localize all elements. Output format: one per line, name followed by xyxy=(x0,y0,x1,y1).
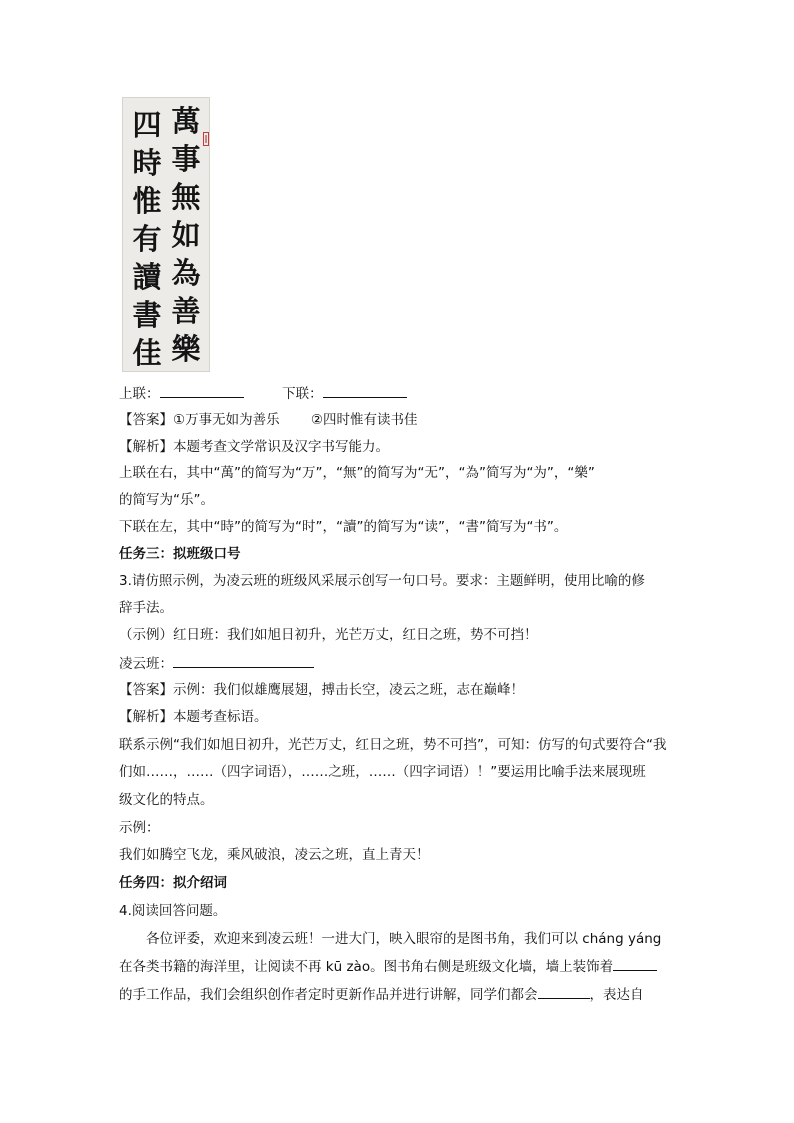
analysis-line-1: 【解析】本题考查文学常识及汉字书写能力。 xyxy=(119,439,389,455)
couplet-char: 無 xyxy=(171,180,201,214)
slogan-blank[interactable] xyxy=(173,653,314,668)
task-four-heading: 任务四：拟介绍词 xyxy=(119,875,227,891)
analysis-text: 联系示例“我们如旭日初升，光芒万丈，红日之班，势不可挡”，可知：仿写的句式要符合“我 xyxy=(119,737,667,753)
couplet-right-column xyxy=(169,102,203,368)
passage-blank[interactable] xyxy=(613,958,657,971)
passage-blank[interactable] xyxy=(538,986,590,999)
couplet-char: 如 xyxy=(171,218,201,252)
couplet-char: 四 xyxy=(132,108,162,142)
passage-text: ，表达自 xyxy=(589,987,644,1003)
couplet-char: 時 xyxy=(132,146,162,180)
upper-couplet-label: 上联： xyxy=(119,386,160,402)
upper-couplet-blank[interactable] xyxy=(160,383,244,398)
lingyun-answer-line xyxy=(119,653,314,674)
couplet-char: 萬 xyxy=(171,104,201,138)
couplet-char: 善 xyxy=(171,294,201,328)
calligraphy-couplet-image xyxy=(122,97,210,372)
question-3: 3.请仿照示例，为凌云班的班级风采展示创写一句口号。要求：主题鲜明，使用比喻的修 xyxy=(119,573,645,589)
couplet-char: 讀 xyxy=(132,260,162,294)
task-three-heading: 任务三：拟班级口号 xyxy=(119,546,241,562)
couplet-char: 樂 xyxy=(171,332,201,366)
analysis-text: 级文化的特点。 xyxy=(119,792,214,808)
passage-text: 的手工作品，我们会组织创作者定时更新作品并进行讲解，同学们都会 xyxy=(119,987,538,1003)
analysis-text: 下联在左，其中“時”的简写为“时”，“讀”的简写为“读”，“書”简写为“书”。 xyxy=(119,519,568,535)
example-label: 示例： xyxy=(119,820,160,836)
couplet-char: 惟 xyxy=(132,184,162,218)
question-4: 4.阅读回答问题。 xyxy=(119,903,227,919)
couplet-left-column xyxy=(130,106,164,372)
lingyun-label: 凌云班： xyxy=(119,656,173,672)
passage-line: 各位评委，欢迎来到凌云班！一进大门，映入眼帘的是图书角，我们可以 cháng yáng xyxy=(119,931,662,947)
couplet-answer-line xyxy=(119,383,407,404)
passage-line xyxy=(119,957,657,977)
analysis-text: 的简写为“乐”。 xyxy=(119,492,214,508)
couplet-char: 事 xyxy=(171,142,201,176)
couplet-char: 書 xyxy=(132,298,162,332)
red-seal-stamp xyxy=(203,132,209,146)
couplet-char: 為 xyxy=(171,256,201,290)
example-answer: 我们如腾空飞龙，乘风破浪，凌云之班，直上青天！ xyxy=(119,847,430,863)
lower-couplet-blank[interactable] xyxy=(323,383,407,398)
couplet-char: 有 xyxy=(132,222,162,256)
example-line: （示例）红日班：我们如旭日初升，光芒万丈，红日之班，势不可挡！ xyxy=(119,627,538,643)
analysis-text: 上联在右，其中“萬”的简写为“万”，“無”的简写为“无”，“為”简写为“为”，“樂” xyxy=(119,465,595,481)
lower-couplet-label: 下联： xyxy=(282,386,323,402)
passage-line xyxy=(119,985,644,1005)
analysis-line-3: 【解析】本题考查标语。 xyxy=(119,709,268,725)
question-3-cont: 辞手法。 xyxy=(119,600,173,616)
passage-text: 在各类书籍的海洋里，让阅读不再 kū zào。图书角右侧是班级文化墙，墙上装饰着 xyxy=(119,959,614,975)
couplet-char: 佳 xyxy=(132,336,162,370)
analysis-text: 们如……，……（四字词语），……之班，……（四字词语）！”要运用比喻手法来展现班 xyxy=(119,764,646,780)
answer-line-3: 【答案】示例：我们似雄鹰展翅，搏击长空，凌云之班，志在巅峰！ xyxy=(119,682,524,698)
answer-line-1: 【答案】①万事无如为善乐 ②四时惟有读书佳 xyxy=(119,412,418,428)
